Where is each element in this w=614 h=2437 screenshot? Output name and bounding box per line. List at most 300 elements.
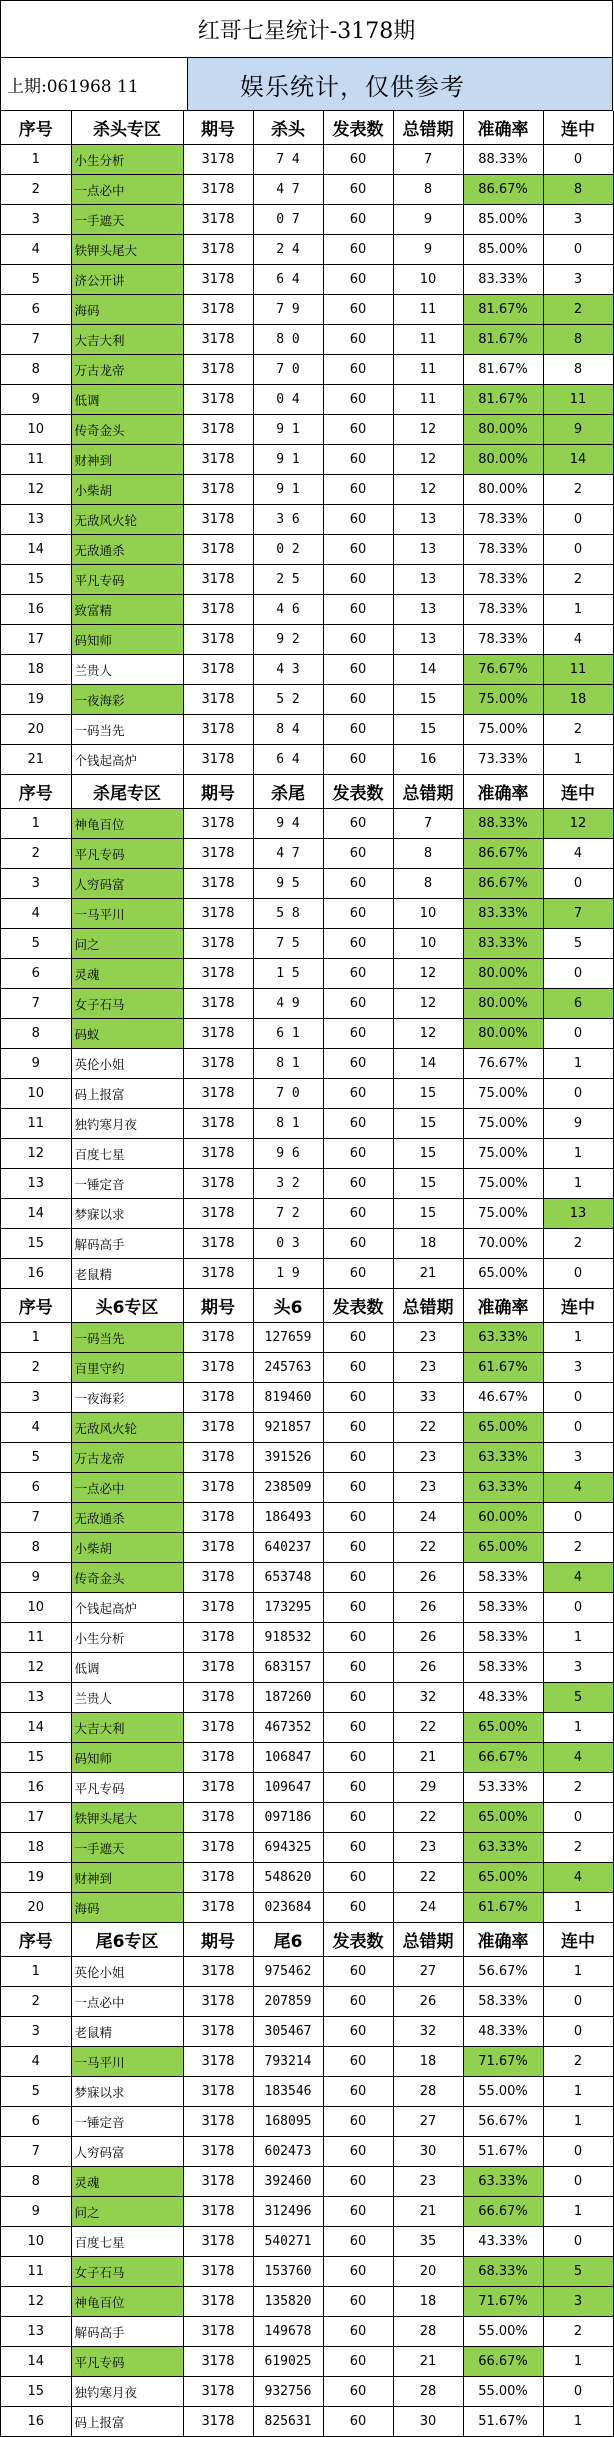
prediction: 7 9 — [253, 295, 323, 325]
published-count: 60 — [323, 1863, 393, 1893]
table-row — [1, 1893, 613, 1923]
published-count: 60 — [323, 415, 393, 445]
total-misses: 10 — [393, 899, 463, 929]
table-row — [1, 2407, 613, 2437]
streak: 4 — [543, 1473, 613, 1503]
period: 3178 — [183, 535, 253, 565]
total-misses: 10 — [393, 929, 463, 959]
period: 3178 — [183, 1623, 253, 1653]
expert-name: 小生分析 — [71, 1623, 183, 1653]
total-misses: 22 — [393, 1713, 463, 1743]
accuracy: 58.33% — [463, 1593, 543, 1623]
accuracy: 78.33% — [463, 505, 543, 535]
expert-name: 码上报富 — [71, 2407, 183, 2437]
column-header: 头6专区 — [71, 1289, 183, 1323]
expert-name: 一码当先 — [71, 1323, 183, 1353]
prediction: 3 2 — [253, 1169, 323, 1199]
row-index: 10 — [1, 415, 71, 445]
section-header-row — [1, 111, 613, 145]
row-index: 9 — [1, 1563, 71, 1593]
streak: 0 — [543, 1803, 613, 1833]
expert-name: 百度七星 — [71, 1139, 183, 1169]
expert-name: 人穷码富 — [71, 869, 183, 899]
period: 3178 — [183, 2287, 253, 2317]
streak: 3 — [543, 2287, 613, 2317]
total-misses: 21 — [393, 2347, 463, 2377]
streak: 0 — [543, 2227, 613, 2257]
period: 3178 — [183, 385, 253, 415]
expert-name: 百度七星 — [71, 2227, 183, 2257]
period: 3178 — [183, 2047, 253, 2077]
accuracy: 65.00% — [463, 1533, 543, 1563]
row-index: 6 — [1, 959, 71, 989]
total-misses: 18 — [393, 2287, 463, 2317]
published-count: 60 — [323, 505, 393, 535]
row-index: 18 — [1, 1833, 71, 1863]
table-row — [1, 355, 613, 385]
row-index: 6 — [1, 295, 71, 325]
published-count: 60 — [323, 1019, 393, 1049]
expert-name: 万古龙帝 — [71, 355, 183, 385]
accuracy: 65.00% — [463, 1259, 543, 1289]
published-count: 60 — [323, 1443, 393, 1473]
table-row — [1, 989, 613, 1019]
row-index: 21 — [1, 745, 71, 775]
column-header: 序号 — [1, 111, 71, 145]
column-header: 杀尾专区 — [71, 775, 183, 809]
accuracy: 48.33% — [463, 2017, 543, 2047]
row-index: 1 — [1, 809, 71, 839]
table-row — [1, 899, 613, 929]
accuracy: 55.00% — [463, 2377, 543, 2407]
accuracy: 78.33% — [463, 565, 543, 595]
table-row — [1, 2197, 613, 2227]
prediction: 4 3 — [253, 655, 323, 685]
table-row — [1, 2167, 613, 2197]
accuracy: 75.00% — [463, 685, 543, 715]
column-header: 总错期 — [393, 775, 463, 809]
expert-name: 铁钾头尾大 — [71, 235, 183, 265]
table-row — [1, 839, 613, 869]
published-count: 60 — [323, 565, 393, 595]
expert-name: 神龟百位 — [71, 2287, 183, 2317]
last-period-result: 上期:061968 11 — [1, 58, 188, 110]
table-row — [1, 415, 613, 445]
accuracy: 55.00% — [463, 2317, 543, 2347]
accuracy: 80.00% — [463, 959, 543, 989]
disclaimer-banner: 娱乐统计，仅供参考 — [188, 58, 613, 110]
expert-name: 梦寐以求 — [71, 2077, 183, 2107]
published-count: 60 — [323, 1199, 393, 1229]
row-index: 9 — [1, 385, 71, 415]
prediction: 4 7 — [253, 839, 323, 869]
prediction: 9 1 — [253, 445, 323, 475]
accuracy: 61.67% — [463, 1353, 543, 1383]
published-count: 60 — [323, 1049, 393, 1079]
period: 3178 — [183, 1743, 253, 1773]
streak: 1 — [543, 1323, 613, 1353]
streak: 1 — [543, 2077, 613, 2107]
prediction: 6 1 — [253, 1019, 323, 1049]
published-count: 60 — [323, 1383, 393, 1413]
row-index: 5 — [1, 1443, 71, 1473]
published-count: 60 — [323, 385, 393, 415]
prediction: 819460 — [253, 1383, 323, 1413]
row-index: 2 — [1, 1987, 71, 2017]
prediction: 0 2 — [253, 535, 323, 565]
prediction: 305467 — [253, 2017, 323, 2047]
published-count: 60 — [323, 2107, 393, 2137]
streak: 3 — [543, 205, 613, 235]
accuracy: 60.00% — [463, 1503, 543, 1533]
column-header: 总错期 — [393, 1289, 463, 1323]
total-misses: 8 — [393, 869, 463, 899]
prediction: 694325 — [253, 1833, 323, 1863]
prediction: 187260 — [253, 1683, 323, 1713]
expert-name: 灵魂 — [71, 2167, 183, 2197]
row-index: 15 — [1, 1743, 71, 1773]
period: 3178 — [183, 2407, 253, 2437]
row-index: 2 — [1, 1353, 71, 1383]
total-misses: 26 — [393, 1987, 463, 2017]
row-index: 5 — [1, 929, 71, 959]
published-count: 60 — [323, 869, 393, 899]
prediction: 7 2 — [253, 1199, 323, 1229]
expert-name: 一马平川 — [71, 2047, 183, 2077]
table-row — [1, 385, 613, 415]
expert-name: 一点必中 — [71, 1473, 183, 1503]
streak: 5 — [543, 1683, 613, 1713]
accuracy: 76.67% — [463, 1049, 543, 1079]
table-row — [1, 809, 613, 839]
expert-name: 英伦小姐 — [71, 1049, 183, 1079]
row-index: 8 — [1, 1533, 71, 1563]
expert-name: 独钓寒月夜 — [71, 2377, 183, 2407]
expert-name: 一夜海彩 — [71, 685, 183, 715]
accuracy: 51.67% — [463, 2137, 543, 2167]
prediction: 106847 — [253, 1743, 323, 1773]
row-index: 11 — [1, 445, 71, 475]
streak: 4 — [543, 1743, 613, 1773]
published-count: 60 — [323, 839, 393, 869]
prediction: 168095 — [253, 2107, 323, 2137]
table-row — [1, 1533, 613, 1563]
row-index: 3 — [1, 205, 71, 235]
total-misses: 12 — [393, 445, 463, 475]
expert-name: 低调 — [71, 1653, 183, 1683]
total-misses: 15 — [393, 1169, 463, 1199]
row-index: 14 — [1, 2347, 71, 2377]
expert-name: 传奇金头 — [71, 415, 183, 445]
published-count: 60 — [323, 145, 393, 175]
table-row — [1, 445, 613, 475]
row-index: 4 — [1, 2047, 71, 2077]
accuracy: 86.67% — [463, 869, 543, 899]
table-row — [1, 1199, 613, 1229]
streak: 1 — [543, 1893, 613, 1923]
accuracy: 80.00% — [463, 445, 543, 475]
total-misses: 13 — [393, 625, 463, 655]
streak: 0 — [543, 1079, 613, 1109]
prediction: 4 9 — [253, 989, 323, 1019]
period: 3178 — [183, 145, 253, 175]
row-index: 8 — [1, 355, 71, 385]
table-row — [1, 1503, 613, 1533]
accuracy: 80.00% — [463, 415, 543, 445]
expert-name: 个钱起高炉 — [71, 745, 183, 775]
expert-name: 铁钾头尾大 — [71, 1803, 183, 1833]
accuracy: 56.67% — [463, 2107, 543, 2137]
row-index: 10 — [1, 1593, 71, 1623]
period: 3178 — [183, 1079, 253, 1109]
streak: 2 — [543, 565, 613, 595]
period: 3178 — [183, 1533, 253, 1563]
period: 3178 — [183, 2197, 253, 2227]
period: 3178 — [183, 745, 253, 775]
streak: 0 — [543, 2017, 613, 2047]
accuracy: 58.33% — [463, 1623, 543, 1653]
prediction: 023684 — [253, 1893, 323, 1923]
published-count: 60 — [323, 235, 393, 265]
period: 3178 — [183, 1323, 253, 1353]
period: 3178 — [183, 1803, 253, 1833]
prediction: 9 4 — [253, 809, 323, 839]
total-misses: 23 — [393, 1473, 463, 1503]
period: 3178 — [183, 715, 253, 745]
accuracy: 81.67% — [463, 325, 543, 355]
row-index: 5 — [1, 265, 71, 295]
published-count: 60 — [323, 2377, 393, 2407]
row-index: 16 — [1, 1259, 71, 1289]
published-count: 60 — [323, 989, 393, 1019]
total-misses: 28 — [393, 2077, 463, 2107]
period: 3178 — [183, 1863, 253, 1893]
expert-name: 神龟百位 — [71, 809, 183, 839]
period: 3178 — [183, 1473, 253, 1503]
expert-name: 平凡专码 — [71, 565, 183, 595]
prediction: 8 1 — [253, 1049, 323, 1079]
prediction: 183546 — [253, 2077, 323, 2107]
row-index: 4 — [1, 235, 71, 265]
table-row — [1, 745, 613, 775]
period: 3178 — [183, 205, 253, 235]
table-row — [1, 1259, 613, 1289]
accuracy: 76.67% — [463, 655, 543, 685]
row-index: 2 — [1, 839, 71, 869]
period: 3178 — [183, 1503, 253, 1533]
table-row — [1, 505, 613, 535]
period: 3178 — [183, 1683, 253, 1713]
row-index: 3 — [1, 2017, 71, 2047]
prediction: 9 2 — [253, 625, 323, 655]
accuracy: 83.33% — [463, 929, 543, 959]
table-row — [1, 2077, 613, 2107]
period: 3178 — [183, 265, 253, 295]
period: 3178 — [183, 1229, 253, 1259]
expert-name: 大吉大利 — [71, 1713, 183, 1743]
published-count: 60 — [323, 715, 393, 745]
accuracy: 75.00% — [463, 1079, 543, 1109]
period: 3178 — [183, 1049, 253, 1079]
expert-name: 万古龙帝 — [71, 1443, 183, 1473]
accuracy: 65.00% — [463, 1803, 543, 1833]
expert-name: 一点必中 — [71, 1987, 183, 2017]
expert-name: 老鼠精 — [71, 2017, 183, 2047]
published-count: 60 — [323, 2317, 393, 2347]
total-misses: 14 — [393, 1049, 463, 1079]
prediction: 6 4 — [253, 265, 323, 295]
column-header: 准确率 — [463, 1289, 543, 1323]
streak: 1 — [543, 1139, 613, 1169]
streak: 0 — [543, 2167, 613, 2197]
period: 3178 — [183, 869, 253, 899]
row-index: 4 — [1, 1413, 71, 1443]
table-row — [1, 1653, 613, 1683]
accuracy: 56.67% — [463, 1957, 543, 1987]
row-index: 20 — [1, 715, 71, 745]
prediction: 7 5 — [253, 929, 323, 959]
section-header-row — [1, 775, 613, 809]
row-index: 2 — [1, 175, 71, 205]
table-row — [1, 1563, 613, 1593]
row-index: 10 — [1, 2227, 71, 2257]
row-index: 12 — [1, 1653, 71, 1683]
expert-name: 兰贵人 — [71, 655, 183, 685]
prediction: 173295 — [253, 1593, 323, 1623]
accuracy: 63.33% — [463, 2167, 543, 2197]
total-misses: 12 — [393, 475, 463, 505]
table-row — [1, 1833, 613, 1863]
prediction: 135820 — [253, 2287, 323, 2317]
prediction: 0 7 — [253, 205, 323, 235]
published-count: 60 — [323, 1773, 393, 1803]
row-index: 12 — [1, 1139, 71, 1169]
table-row — [1, 475, 613, 505]
period: 3178 — [183, 2317, 253, 2347]
published-count: 60 — [323, 2257, 393, 2287]
total-misses: 24 — [393, 1893, 463, 1923]
expert-name: 平凡专码 — [71, 2347, 183, 2377]
streak: 2 — [543, 2047, 613, 2077]
table-row — [1, 715, 613, 745]
expert-name: 小柴胡 — [71, 1533, 183, 1563]
total-misses: 26 — [393, 1563, 463, 1593]
period: 3178 — [183, 445, 253, 475]
total-misses: 15 — [393, 1199, 463, 1229]
accuracy: 80.00% — [463, 989, 543, 1019]
published-count: 60 — [323, 2227, 393, 2257]
row-index: 13 — [1, 2317, 71, 2347]
expert-name: 无敌通杀 — [71, 1503, 183, 1533]
streak: 1 — [543, 1713, 613, 1743]
prediction: 9 1 — [253, 415, 323, 445]
total-misses: 23 — [393, 1443, 463, 1473]
column-header: 总错期 — [393, 1923, 463, 1957]
column-header: 连中 — [543, 775, 613, 809]
published-count: 60 — [323, 1653, 393, 1683]
published-count: 60 — [323, 1893, 393, 1923]
total-misses: 32 — [393, 1683, 463, 1713]
published-count: 60 — [323, 655, 393, 685]
period: 3178 — [183, 989, 253, 1019]
streak: 3 — [543, 265, 613, 295]
row-index: 11 — [1, 2257, 71, 2287]
prediction: 097186 — [253, 1803, 323, 1833]
period: 3178 — [183, 325, 253, 355]
accuracy: 75.00% — [463, 1199, 543, 1229]
period: 3178 — [183, 685, 253, 715]
column-header: 期号 — [183, 775, 253, 809]
row-index: 7 — [1, 1503, 71, 1533]
accuracy: 73.33% — [463, 745, 543, 775]
expert-name: 码蚁 — [71, 1019, 183, 1049]
expert-name: 独钓寒月夜 — [71, 1109, 183, 1139]
accuracy: 71.67% — [463, 2047, 543, 2077]
total-misses: 18 — [393, 1229, 463, 1259]
streak: 0 — [543, 869, 613, 899]
prediction: 8 0 — [253, 325, 323, 355]
published-count: 60 — [323, 929, 393, 959]
table-row — [1, 1413, 613, 1443]
prediction: 207859 — [253, 1987, 323, 2017]
streak: 2 — [543, 475, 613, 505]
row-index: 9 — [1, 1049, 71, 1079]
streak: 0 — [543, 1593, 613, 1623]
published-count: 60 — [323, 1533, 393, 1563]
period: 3178 — [183, 505, 253, 535]
streak: 4 — [543, 625, 613, 655]
table-row — [1, 1743, 613, 1773]
period: 3178 — [183, 2077, 253, 2107]
accuracy: 78.33% — [463, 595, 543, 625]
total-misses: 15 — [393, 1109, 463, 1139]
streak: 0 — [543, 1413, 613, 1443]
table-row — [1, 625, 613, 655]
period: 3178 — [183, 809, 253, 839]
row-index: 9 — [1, 2197, 71, 2227]
published-count: 60 — [323, 959, 393, 989]
section-header-row — [1, 1289, 613, 1323]
accuracy: 88.33% — [463, 809, 543, 839]
row-index: 8 — [1, 2167, 71, 2197]
published-count: 60 — [323, 1079, 393, 1109]
table-row — [1, 265, 613, 295]
period: 3178 — [183, 2347, 253, 2377]
published-count: 60 — [323, 745, 393, 775]
accuracy: 81.67% — [463, 295, 543, 325]
total-misses: 15 — [393, 1079, 463, 1109]
expert-name: 英伦小姐 — [71, 1957, 183, 1987]
published-count: 60 — [323, 595, 393, 625]
table-row — [1, 2377, 613, 2407]
table-row — [1, 235, 613, 265]
row-index: 17 — [1, 1803, 71, 1833]
streak: 0 — [543, 2137, 613, 2167]
column-header: 连中 — [543, 1923, 613, 1957]
total-misses: 32 — [393, 2017, 463, 2047]
prediction: 825631 — [253, 2407, 323, 2437]
published-count: 60 — [323, 899, 393, 929]
row-index: 6 — [1, 2107, 71, 2137]
accuracy: 88.33% — [463, 145, 543, 175]
table-row — [1, 1957, 613, 1987]
table-row — [1, 655, 613, 685]
expert-name: 问之 — [71, 2197, 183, 2227]
accuracy: 58.33% — [463, 1563, 543, 1593]
streak: 5 — [543, 929, 613, 959]
table-row — [1, 1683, 613, 1713]
row-index: 15 — [1, 1229, 71, 1259]
